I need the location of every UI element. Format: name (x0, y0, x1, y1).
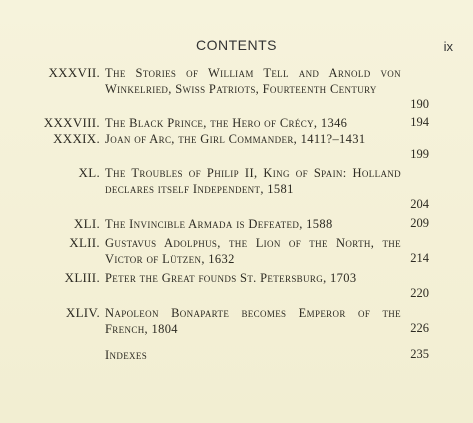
chapter-number: XXXVII. (48, 65, 100, 80)
chapter-number: XL. (78, 165, 100, 180)
chapter-title: The Invincible Armada is Defeated, 1588 (105, 217, 333, 231)
chapter-page: 226 (410, 321, 429, 335)
chapter-title: Peter the Great founds St. Petersburg, 1703 (105, 271, 357, 285)
chapter-number: XLIII. (64, 270, 100, 285)
page-title: CONTENTS (196, 37, 277, 53)
chapter-number: XLIV. (65, 305, 100, 320)
indexes-page: 235 (410, 347, 429, 361)
indexes-title: Indexes (105, 348, 148, 362)
chapter-title: Joan of Arc, the Girl Commander, 1411?–1431 (105, 132, 366, 146)
chapter-page: 220 (410, 286, 429, 300)
chapter-page: 199 (410, 147, 429, 161)
chapter-number: XLI. (73, 216, 100, 231)
chapter-title: The Stories of William Tell and Arnold von Winkelried, Swiss Patriots, Fourteenth Century (105, 66, 401, 96)
chapter-title: Napoleon Bonaparte becomes Emperor of the French, 1804 (105, 306, 401, 336)
chapter-title: Gustavus Adolphus, the Lion of the North, the Victor of Lützen, 1632 (105, 236, 401, 266)
chapter-number: XLII. (69, 235, 100, 250)
chapter-number: XXXIX. (53, 131, 100, 146)
chapter-title: The Black Prince, the Hero of Crécy, 1346 (105, 116, 348, 130)
chapter-page: 190 (410, 97, 429, 111)
chapter-page: 204 (410, 197, 429, 211)
chapter-page: 209 (410, 216, 429, 230)
chapter-number: XXXVIII. (43, 115, 100, 130)
chapter-page: 214 (410, 251, 429, 265)
chapter-page: 194 (410, 115, 429, 129)
chapter-title: The Troubles of Philip II, King of Spain: Holland declares itself Independent, 1581 (105, 166, 401, 196)
page-number: ix (443, 39, 453, 54)
